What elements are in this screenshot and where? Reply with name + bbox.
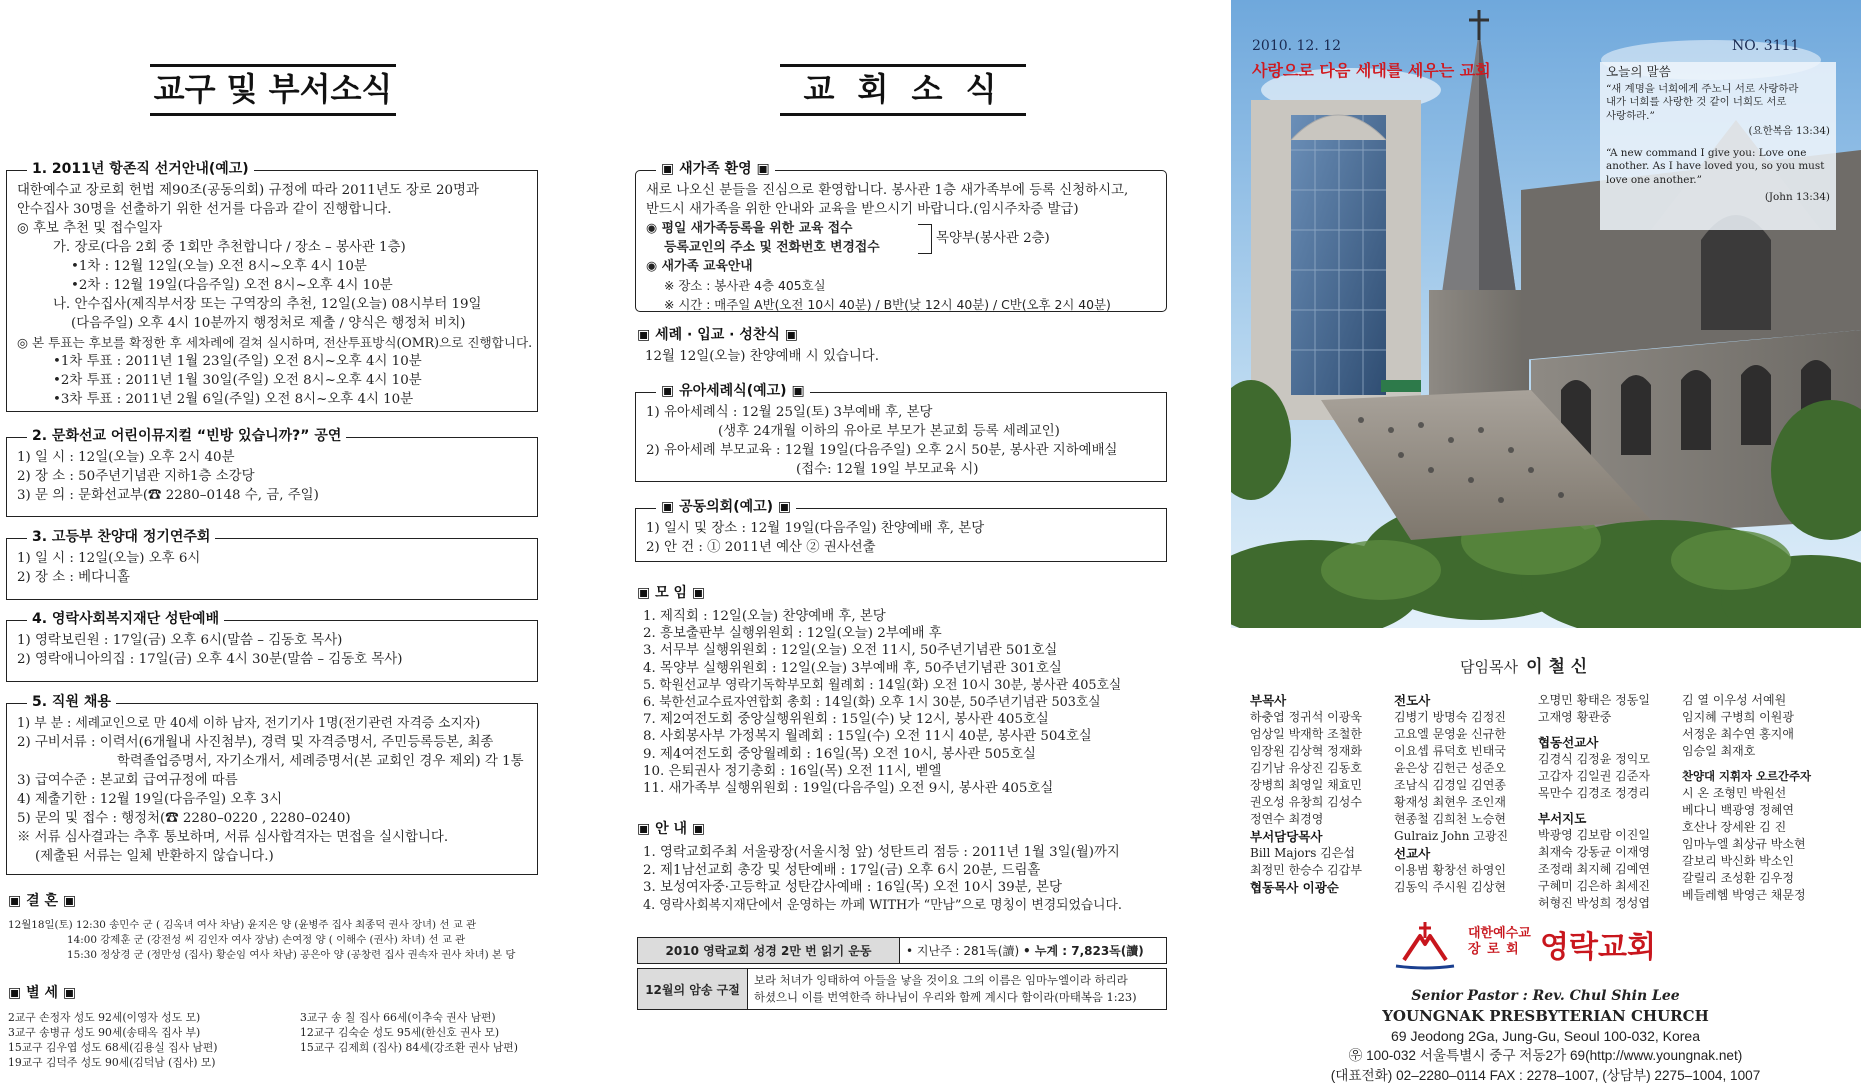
section-title: ▣ 유아세례식(예고) ▣ xyxy=(656,382,810,401)
staff-names: Bill Majors 김은섭 xyxy=(1250,846,1356,860)
staff-column-4 xyxy=(1682,692,1832,904)
list-item xyxy=(8,1040,543,1055)
staff-heading: 부목사 xyxy=(1250,693,1287,708)
list-item xyxy=(8,1055,543,1070)
text-line: (생후 24개월 이하의 유아로 부모가 본교회 등록 세례교인) xyxy=(718,424,1060,439)
staff-names: 임승일 최재호 xyxy=(1682,744,1756,758)
text-line: •1차 : 12월 12일(오늘) 오전 8시~오후 4시 10분 xyxy=(71,259,367,274)
staff-column-3 xyxy=(1538,692,1678,912)
section-congregation xyxy=(635,499,1167,562)
staff-names: 권오성 유창희 김성수 xyxy=(1250,795,1362,809)
text-line: 나. 안수집사(제직부서장 또는 구역장의 추천, 12일(오늘) 08시부터 19일 xyxy=(53,297,482,312)
staff-column-2 xyxy=(1394,692,1534,896)
section-title: 2. 문화선교 어린이뮤지컬 “빈방 있습니까?” 공연 xyxy=(27,427,346,446)
staff-names: 목만수 김경조 정경리 xyxy=(1538,786,1650,800)
staff-heading: 전도사 xyxy=(1394,693,1431,708)
text-line: 학력졸업증명서, 자기소개서, 세례증명서(본 교회인 경우 제외) 각 1통 xyxy=(117,754,524,769)
word-title: 오늘의 말씀 xyxy=(1606,64,1671,79)
staff-names: 현종철 김희천 노승현 xyxy=(1394,812,1506,826)
section-title: 3. 고등부 찬양대 정기연주회 xyxy=(27,528,215,547)
list-item: 2. 제1남선교회 총강 및 성탄예배 : 17일(금) 오후 6시 20분, 드림홀 xyxy=(643,862,1041,878)
text-line: 2) 유아세례 부모교육 : 12월 19일(다음주일) 오후 2시 50분, 봉사관 지하예배실 xyxy=(646,443,1118,458)
section-election xyxy=(6,161,538,412)
staff-names: 김병기 방명숙 김정진 xyxy=(1394,710,1506,724)
staff-names: 임장원 김상혁 정재화 xyxy=(1250,744,1362,758)
phone-numbers: (대표전화) 02–2280–0114 FAX : 2278–1007, (상담부) 2275–1004, 1007 xyxy=(1330,1068,1761,1083)
section-welfare xyxy=(6,611,538,682)
spacer xyxy=(1538,802,1678,810)
staff-column-1 xyxy=(1250,692,1390,896)
cell: 19교구 김덕주 성도 90세(김덕남 (집사) 모) xyxy=(8,1056,216,1069)
text-line: (다음주일) 오후 4시 10분까지 행정처로 제출 / 양식은 행정처 비치) xyxy=(71,316,466,331)
staff-names: 서정운 최수연 홍지애 xyxy=(1682,727,1794,741)
brace xyxy=(918,224,932,254)
text-line: 3) 문 의 : 문화선교부(☎ 2280–0148 수, 금, 주일) xyxy=(17,488,319,503)
text-line: 2) 안 건 : ① 2011년 예산 ② 권사선출 xyxy=(646,540,876,555)
baptism-title: ▣ 세례 · 입교 · 성찬식 ▣ xyxy=(637,327,799,343)
list-item: 7. 제2여전도회 중앙실행위원회 : 15일(수) 낮 12시, 봉사관 405호실 xyxy=(643,712,1049,728)
text-line: 새로 나오신 분들을 진심으로 환영합니다. 봉사관 1층 새가족부에 등록 신청하시고, xyxy=(646,183,1129,198)
staff-names: 장병희 최영일 채효민 xyxy=(1250,778,1362,792)
staff-names: 김기남 유상진 김동호 xyxy=(1250,761,1362,775)
death-list xyxy=(8,1010,543,1070)
staff-heading: 부서담당목사 xyxy=(1250,829,1323,844)
text-line: ◎ 후보 추천 및 접수일자 xyxy=(17,221,163,236)
section-musical xyxy=(6,428,538,517)
list-item: 15:30 정상경 군 (정만성 (집사) 황순임 여사 차남) 공은아 양 (공창련 집사 권속자 권사 차녀) 본 당 xyxy=(67,949,516,961)
staff-names: 엄상일 박재학 조철한 xyxy=(1250,727,1362,741)
text-line: 등록교인의 주소 및 전화번호 변경접수 xyxy=(664,240,880,255)
text-line: 1) 일 시 : 12일(오늘) 오후 2시 40분 xyxy=(17,450,235,465)
bulletin-number: NO. 3111 xyxy=(1732,38,1800,54)
staff-names: 최정민 한승수 김갑부 xyxy=(1250,863,1362,877)
staff-names: 허형진 박성희 정성엽 xyxy=(1538,896,1650,910)
brace-label: 목양부(봉사관 2층) xyxy=(936,231,1050,246)
logo-line: 대한예수교 xyxy=(1468,926,1531,941)
list-item: 5. 학원선교부 영락기독학부모회 월례회 : 14일(화) 오전 10시 30분, 봉사관 405호실 xyxy=(643,677,1122,693)
verse-line: 내가 너희를 사랑한 것 같이 너희도 서로 xyxy=(1606,96,1787,108)
staff-heading: 찬양대 지휘자 오르간주자 xyxy=(1682,769,1811,783)
bible-label: 2010 영락교회 성경 2만 번 읽기 운동 xyxy=(638,938,900,964)
cell: 15교구 김제희 (집사) 84세(강조환 권사 남편) xyxy=(300,1041,518,1054)
verse-line: love one another.” xyxy=(1606,173,1702,186)
memory-label: 12월의 암송 구절 xyxy=(638,969,748,1010)
meetings-list xyxy=(643,608,1173,797)
spacer xyxy=(1538,726,1678,734)
staff-names: 박광영 김보람 이진일 xyxy=(1538,828,1650,842)
bible-total: • 누계 : 7,823독(讀) xyxy=(1023,944,1144,958)
text-line: 5) 문의 및 접수 : 행정처(☎ 2280–0220 , 2280–0240) xyxy=(17,811,351,826)
list-item: 14:00 강제훈 군 (강전성 씨 김인자 여사 장남) 손여정 양 ( 이해수 (권사) 차녀) 선 교 관 xyxy=(67,934,466,946)
text-line: ◎ 본 투표는 후보를 확정한 후 세차례에 걸쳐 실시하며, 전산투표방식(OMR)으로 진행합니다. xyxy=(17,335,533,350)
bible-last: • 지난주 : 281독(讀) xyxy=(906,944,1020,958)
list-item: 10. 은퇴권사 정기총회 : 16일(목) 오전 11시, 벧엘 xyxy=(643,763,942,779)
pastor-label: 담임목사 xyxy=(1460,658,1518,676)
list-item xyxy=(8,1025,543,1040)
pastor-name: 이 철 신 xyxy=(1526,657,1588,677)
list-item: 9. 제4여전도회 중앙월례회 : 16일(목) 오전 10시, 봉사관 505호실 xyxy=(643,746,1036,762)
section-new-family xyxy=(635,161,1167,312)
list-item: 12월18일(토) 12:30 송민수 군 ( 김옥녀 여사 차남) 윤지은 양 (윤병주 집사 최종덕 권사 장녀) 선 교 관 xyxy=(8,919,477,931)
memory-text xyxy=(748,969,1167,1010)
text-line: 2) 영락애니아의집 : 17일(금) 오후 4시 30분(말씀 – 김동호 목사) xyxy=(17,652,403,667)
staff-names: 고갑자 김일권 김준자 xyxy=(1538,769,1650,783)
list-item: 2. 흥보출판부 실행위원회 : 12일(오늘) 2부예배 후 xyxy=(643,626,942,642)
section-title: 5. 직원 채용 xyxy=(27,693,116,712)
staff-names: 김동익 주시원 김상현 xyxy=(1394,880,1506,894)
staff-names: 갈릴리 조성환 김우정 xyxy=(1682,871,1794,885)
list-item: 11. 새가족부 실행위원회 : 19일(다음주일) 오전 9시, 봉사관 405호실 xyxy=(643,781,1054,797)
senior-pastor xyxy=(1460,652,1587,677)
section-hiring xyxy=(6,694,538,875)
text-line: 4) 제출기한 : 12월 19일(다음주일) 오후 3시 xyxy=(17,792,282,807)
text-line: •3차 투표 : 2011년 2월 6일(주일) 오전 8시~오후 4시 10분 xyxy=(53,392,414,407)
staff-names: 이요셉 류덕호 빈태국 xyxy=(1394,744,1506,758)
meetings-title: ▣ 모 임 ▣ xyxy=(637,585,706,601)
list-item: 6. 북한선교수료자연합회 총회 : 14일(화) 오후 1시 30분, 50주년기념관 503호실 xyxy=(643,695,1101,711)
staff-names: 윤은상 김헌근 성준오 xyxy=(1394,761,1506,775)
text-line: ※ 서류 심사결과는 추후 통보하며, 서류 심사합격자는 면접을 실시합니다. xyxy=(17,830,449,845)
staff-heading: 협동목사 이광순 xyxy=(1250,880,1339,895)
notice-title: ▣ 안 내 ▣ xyxy=(637,821,706,837)
text-line: 가. 장로(다음 2회 중 1회만 추천합니다 / 장소 – 봉사관 1층) xyxy=(53,240,406,255)
text-line: 2) 장 소 : 베다니홀 xyxy=(17,570,130,585)
text-line: 1) 부 분 : 세례교인으로 만 40세 이하 남자, 전기기사 1명(전기관련 자격증 소지자) xyxy=(17,716,481,731)
staff-names: 베들레헴 박영근 채문정 xyxy=(1682,888,1806,902)
english-pastor: Senior Pastor : Rev. Chul Shin Lee xyxy=(1411,988,1680,1004)
text-line: (제출된 서류는 일체 반환하지 않습니다.) xyxy=(35,849,274,864)
staff-names: 하충엽 정귀석 이광욱 xyxy=(1250,710,1362,724)
logo-mark-icon xyxy=(1390,918,1460,974)
section-title: 4. 영락사회복지재단 성탄예배 xyxy=(27,610,224,629)
church-info xyxy=(1230,986,1861,1083)
wedding-title: ▣ 결 혼 ▣ xyxy=(8,893,77,909)
staff-heading: 부서지도 xyxy=(1538,811,1587,826)
staff-heading: 협동선교사 xyxy=(1538,735,1599,750)
memory-line: 보라 처녀가 잉태하여 아들을 낳을 것이요 그의 이름은 임마누엘이라 하리라 xyxy=(754,973,1128,987)
staff-names: 임지혜 구병희 이원광 xyxy=(1682,710,1794,724)
bulletin-date: 2010. 12. 12 xyxy=(1252,38,1342,54)
text-line: ◉ 새가족 교육안내 xyxy=(646,259,753,274)
text-line: •2차 투표 : 2011년 1월 30일(주일) 오전 8시~오후 4시 10분 xyxy=(53,373,422,388)
bible-reading-table xyxy=(637,937,1167,964)
wedding-list xyxy=(8,918,543,963)
memory-verse-table xyxy=(637,968,1167,1010)
staff-names: Gulraiz John 고광진 xyxy=(1394,829,1509,843)
verse-line: another. As I have loved you, so you must xyxy=(1606,160,1825,172)
verse-line: 사랑하라.” xyxy=(1606,109,1655,122)
staff-names: 고요엘 문영윤 신규한 xyxy=(1394,727,1506,741)
baptism-text: 12월 12일(오늘) 찬양예배 시 있습니다. xyxy=(645,349,879,364)
spacer xyxy=(1682,760,1832,768)
text-line: 반드시 새가족을 위한 안내와 교육을 받으시기 바랍니다.(임시주차증 발급) xyxy=(646,202,1079,217)
text-line: ※ 시간 : 매주일 A반(오전 10시 40분) / B반(낮 12시 40분) / C반(오후 2시 40분) xyxy=(664,297,1111,312)
page-title: 교구 및 부서소식 xyxy=(150,64,396,116)
text-line: 2) 장 소 : 50주년기념관 지하1층 소강당 xyxy=(17,469,255,484)
section-choir xyxy=(6,529,538,600)
staff-names: 정연수 최경영 xyxy=(1250,812,1324,826)
staff-names: 시 온 조형민 박원선 xyxy=(1682,786,1787,800)
staff-names: 임마누엘 최상규 박소현 xyxy=(1682,837,1806,851)
page-title: 교 회 소 식 xyxy=(780,64,1026,116)
korean-address: ㉾ 100-032 서울특별시 중구 저동2가 69(http://www.youngnak.net) xyxy=(1348,1048,1743,1063)
english-church-name: YOUNGNAK PRESBYTERIAN CHURCH xyxy=(1382,1007,1709,1025)
cell: 2교구 손정자 성도 92세(이영자 성도 모) xyxy=(8,1011,201,1024)
staff-names: 김 열 이우성 서예원 xyxy=(1682,693,1787,707)
bible-count xyxy=(900,938,1167,964)
section-title: ▣ 새가족 환영 ▣ xyxy=(656,160,775,179)
staff-names: 베다니 백광영 정혜연 xyxy=(1682,803,1794,817)
text-line: 1) 유아세례식 : 12월 25일(토) 3부예배 후, 본당 xyxy=(646,405,933,420)
staff-names: 김경식 김정윤 정익모 xyxy=(1538,752,1650,766)
section-title: 1. 2011년 항존직 선거안내(예고) xyxy=(27,160,254,179)
text-line: •1차 투표 : 2011년 1월 23일(주일) 오전 8시~오후 4시 10분 xyxy=(53,354,422,369)
staff-names: 호산나 장세완 김 진 xyxy=(1682,820,1787,834)
staff-names: 황재성 최현우 조인재 xyxy=(1394,795,1506,809)
section-infant-baptism xyxy=(635,383,1167,482)
english-address: 69 Jeodong 2Ga, Jung-Gu, Seoul 100-032, Korea xyxy=(1391,1028,1700,1044)
verse-ref: (요한복음 13:34) xyxy=(1748,125,1830,137)
text-line: ※ 장소 : 봉사관 4층 405호실 xyxy=(664,278,826,293)
text-line: 3) 급여수준 : 본교회 급여규정에 따름 xyxy=(17,773,238,788)
memory-line: 하셨으니 이를 번역한즉 하나님이 우리와 함께 계시다 함이라(마태복음 1:23) xyxy=(754,990,1137,1004)
verse-line: “새 계명을 너희에게 주노니 서로 사랑하라 xyxy=(1606,82,1799,95)
cell: 3교구 송 칠 집사 66세(이추숙 권사 남편) xyxy=(300,1011,496,1024)
list-item: 4. 목양부 실행위원회 : 12일(오늘) 3부예배 후, 50주년기념관 301호실 xyxy=(643,660,1062,676)
staff-names: 조정래 최지혜 김예연 xyxy=(1538,862,1650,876)
logo-line: 장 로 회 xyxy=(1468,942,1520,957)
list-item: 3. 서무부 실행위원회 : 12일(오늘) 오전 11시, 50주년기념관 501호실 xyxy=(643,643,1058,659)
verse-line: “A new command I give you: Love one xyxy=(1606,146,1807,159)
logo-name: 영락교회 xyxy=(1540,930,1656,965)
cell: 3교구 송병규 성도 90세(송태옥 집사 부) xyxy=(8,1026,201,1039)
text-line: •2차 : 12월 19일(다음주일) 오전 8시~오후 4시 10분 xyxy=(71,278,393,293)
text-line: 1) 일 시 : 12일(오늘) 오후 6시 xyxy=(17,551,201,566)
list-item: 4. 영락사회복지재단에서 운영하는 까페 WITH가 “만남”으로 명칭이 변경되었습니다. xyxy=(643,897,1122,913)
list-item: 3. 보성여자중·고등학교 성탄감사예배 : 16일(목) 오전 10시 39분, 본당 xyxy=(643,880,1062,895)
staff-names: 고재영 황관중 xyxy=(1538,710,1612,724)
notice-list xyxy=(643,844,1173,914)
text-line: 1) 일시 및 장소 : 12월 19일(다음주일) 찬양예배 후, 본당 xyxy=(646,521,985,536)
staff-names: 구혜미 김은하 최세진 xyxy=(1538,879,1650,893)
text-line: 1) 영락보린원 : 17일(금) 오후 6시(말씀 – 김동호 목사) xyxy=(17,633,343,648)
church-logo xyxy=(1390,918,1690,978)
list-item: 8. 사회봉사부 가정복지 월례회 : 15일(수) 오전 11시 40분, 봉사관 504호실 xyxy=(643,729,1092,745)
word-of-the-day xyxy=(1600,62,1836,230)
verse-ref: (John 13:34) xyxy=(1764,191,1830,203)
text-line: 안수집사 30명을 선출하기 위한 선거를 다음과 같이 진행합니다. xyxy=(17,202,392,217)
staff-heading: 선교사 xyxy=(1394,846,1431,861)
staff-names: 오명민 황태은 정동일 xyxy=(1538,693,1650,707)
staff-names: 조남식 김경일 김연종 xyxy=(1394,778,1506,792)
staff-names: 갈보리 박신화 박소인 xyxy=(1682,854,1794,868)
list-item xyxy=(8,1010,543,1025)
text-line: (접수: 12월 19일 부모교육 시) xyxy=(796,462,979,477)
church-slogan: 사랑으로 다음 세대를 세우는 교회 xyxy=(1252,61,1491,80)
death-title: ▣ 별 세 ▣ xyxy=(8,985,77,1001)
cell: 15교구 김우엽 성도 68세(김용실 집사 남편) xyxy=(8,1041,218,1054)
section-title: ▣ 공동의회(예고) ▣ xyxy=(656,498,796,517)
list-item: 1. 제직회 : 12일(오늘) 찬양예배 후, 본당 xyxy=(643,609,886,624)
list-item: 1. 영락교회주최 서울광장(서울시청 앞) 성탄트리 점등 : 2011년 1월 3일(월)까지 xyxy=(643,845,1120,860)
logo-subtitle xyxy=(1468,926,1531,958)
text-line: 대한예수교 장로회 헌법 제90조(공동의회) 규정에 따라 2011년도 장로 20명과 xyxy=(17,183,479,198)
text-line: 2) 구비서류 : 이력서(6개월내 사진첨부), 경력 및 자격증명서, 주민등록등본, 최종 xyxy=(17,735,494,750)
staff-names: 이용범 황창선 하영인 xyxy=(1394,863,1506,877)
text-line: ◉ 평일 새가족등록을 위한 교육 접수 xyxy=(646,221,853,236)
staff-names: 최재숙 강동균 이재영 xyxy=(1538,845,1650,859)
cell: 12교구 김숙순 성도 95세(한신호 권사 모) xyxy=(300,1026,500,1039)
